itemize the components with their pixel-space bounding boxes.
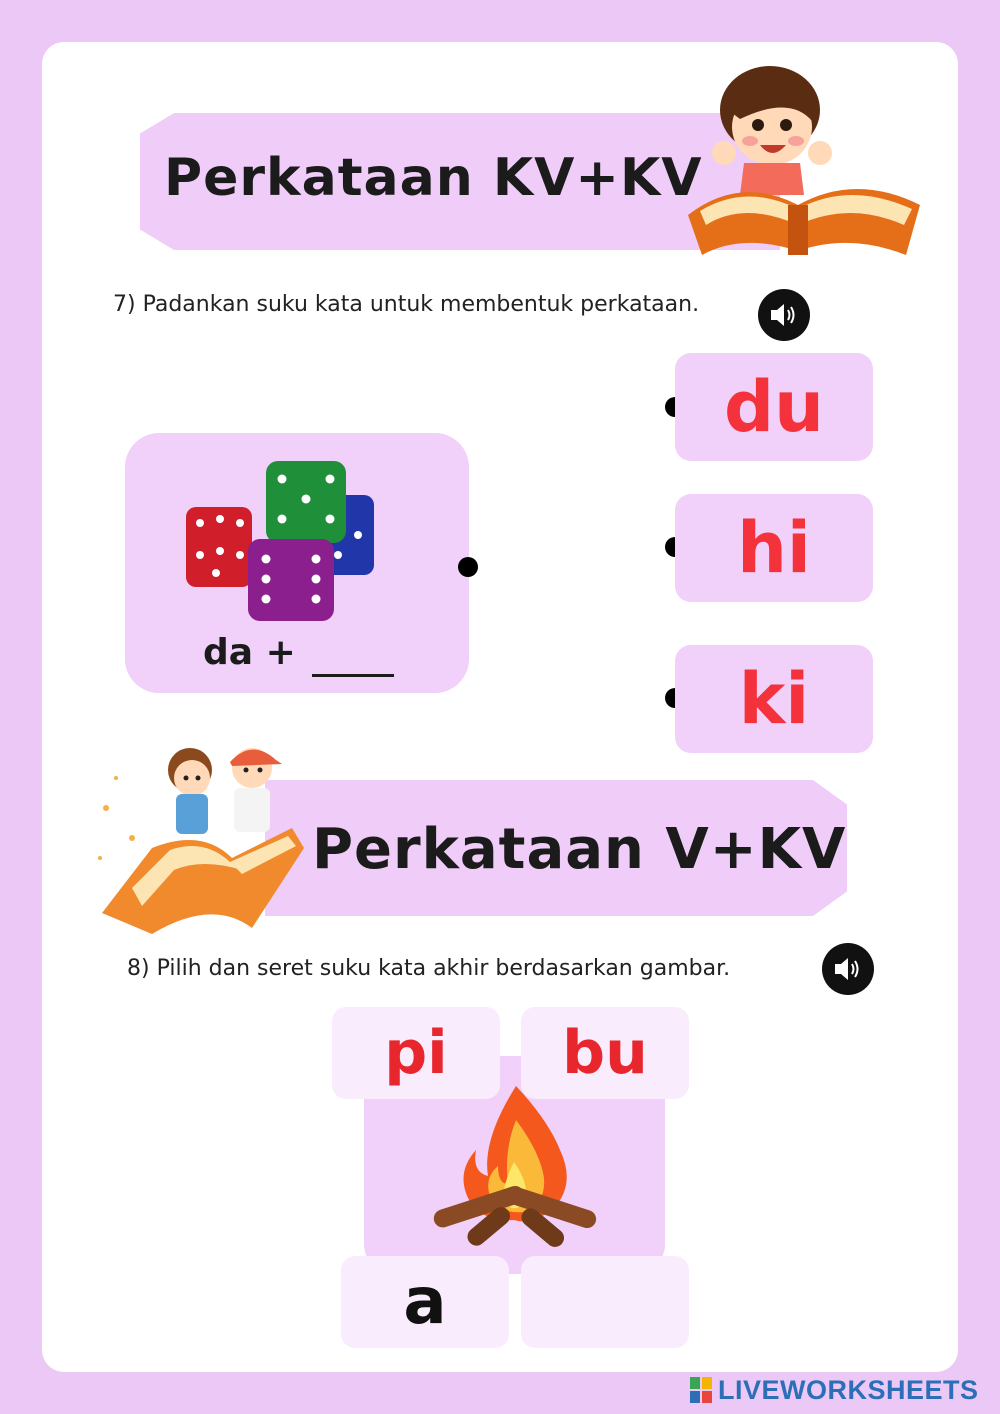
question7-audio-button[interactable] [758,289,810,341]
answer-slot-drop-target[interactable] [521,1256,689,1348]
dice-image [178,455,383,625]
answer-slot-first: a [341,1256,509,1348]
speaker-icon [769,301,799,329]
option-du[interactable]: du [675,353,873,461]
dice-word-label: da + [203,632,296,673]
drag-tile-pi[interactable]: pi [332,1007,500,1099]
question8-audio-button[interactable] [822,943,874,995]
question7-instruction: 7) Padankan suku kata untuk membentuk perkataan. [113,292,700,317]
kids-on-book-illustration [92,738,317,938]
option-hi[interactable]: hi [675,494,873,602]
liveworksheets-logo-icon [690,1377,712,1403]
drag-tile-bu[interactable]: bu [521,1007,689,1099]
dice-match-dot[interactable] [458,557,478,577]
liveworksheets-logo[interactable] [690,1372,979,1408]
question8-instruction: 8) Pilih dan seret suku kata akhir berdasarkan gambar. [127,956,731,981]
section2-title: Perkataan V+KV [312,817,847,882]
brand-name: LIVEWORKSHEETS [718,1374,979,1405]
campfire-image [428,1080,603,1250]
answer-blank-line [312,674,394,677]
reading-child-illustration [680,55,930,260]
option-ki[interactable]: ki [675,645,873,753]
section1-title: Perkataan KV+KV [164,148,703,208]
speaker-icon [833,955,863,983]
